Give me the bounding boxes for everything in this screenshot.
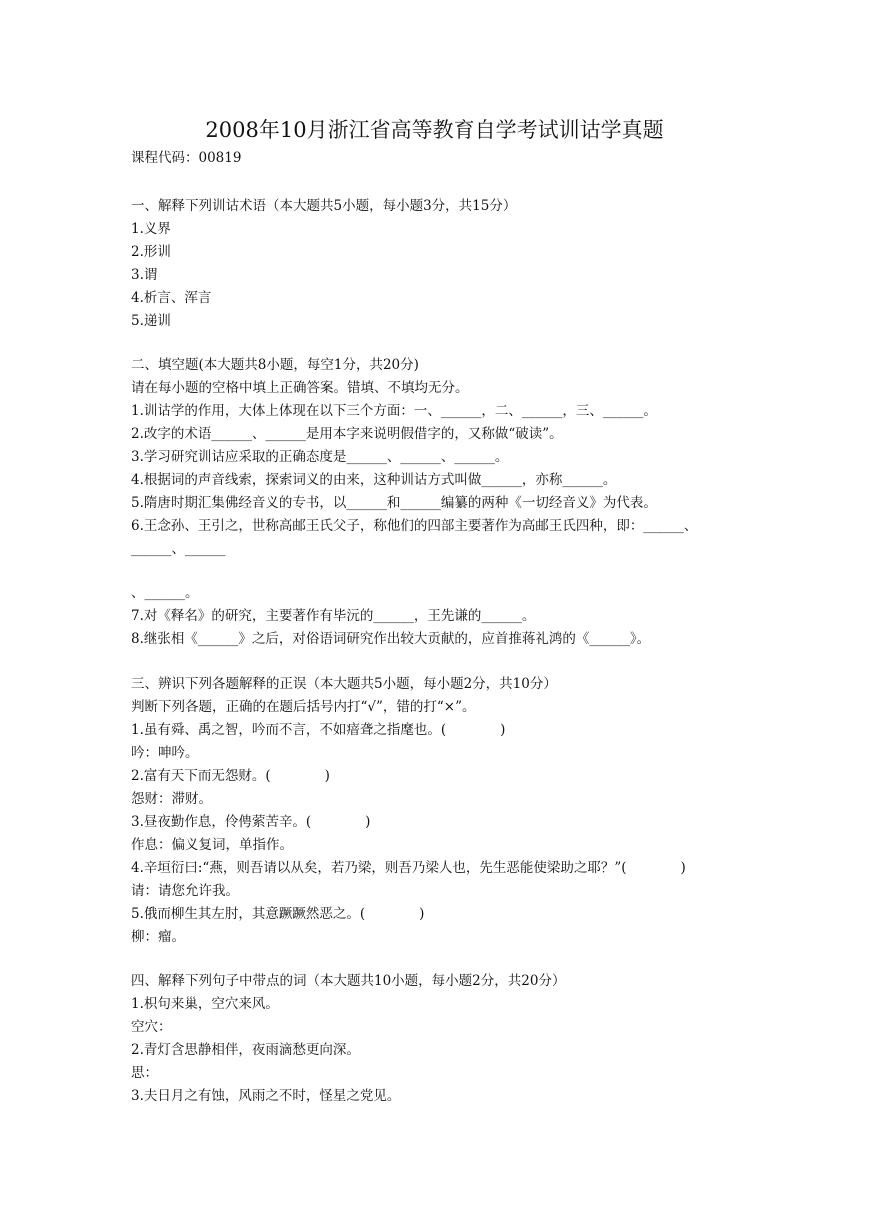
section-3-item-note: 怨财：滞财。 — [131, 791, 212, 807]
section-2-item: 7.对《释名》的研究，主要著作有毕沅的______，王先谦的______。 — [131, 608, 536, 624]
section-2-instruction: 请在每小题的空格中填上正确答案。错填、不填均无分。 — [131, 380, 469, 396]
section-2-item: 5.隋唐时期汇集佛经音义的专书，以______和______编纂的两种《一切经音义》为代表。 — [131, 495, 657, 511]
section-4-item: 1.枳句来巢，空穴来风。 — [131, 996, 279, 1012]
section-3-item-note: 吟：呻吟。 — [131, 745, 199, 761]
section-1-item: 3.谓 — [131, 267, 158, 283]
section-1-item: 5.递训 — [131, 313, 171, 329]
section-2-item: 4.根据词的声音线索，探索词义的由来，这种训诂方式叫做______，亦称______。 — [131, 472, 617, 488]
section-2-item: 1.训诂学的作用，大体上体现在以下三个方面：一、______，二、______，三、______。 — [131, 403, 657, 419]
section-4-item: 3.夫日月之有蚀，风雨之不时，怪星之党见。 — [131, 1088, 401, 1104]
section-3-item: 2.富有天下而无怨财。( ) — [131, 768, 330, 784]
section-2-heading: 二、填空题(本大题共8小题，每空1分，共20分) — [131, 357, 419, 373]
section-3-item-note: 柳：瘤。 — [131, 929, 185, 945]
section-2-item: 2.改字的术语______、______是用本字来说明假借字的，又称做“破读”。 — [131, 426, 563, 442]
section-4-item-note: 思： — [131, 1065, 158, 1081]
section-4-item-note: 空穴： — [131, 1019, 172, 1035]
section-3-instruction: 判断下列各题，正确的在题后括号内打“√”，错的打“×”。 — [131, 699, 476, 715]
document-title: 2008年10月浙江省高等教育自学考试训诂学真题 — [205, 118, 664, 142]
section-2-item-continuation: 、______。 — [131, 585, 199, 601]
section-1-heading: 一、解释下列训诂术语（本大题共5小题，每小题3分，共15分） — [131, 198, 517, 214]
section-4-item: 2.青灯含思静相伴，夜雨滴愁更向深。 — [131, 1042, 360, 1058]
section-3-item: 3.昼夜勤作息，伶俜萦苦辛。( ) — [131, 814, 371, 830]
section-2-item-continuation: ______、______ — [131, 541, 226, 557]
section-2-item: 3.学习研究训诂应采取的正确态度是______、______、______。 — [131, 449, 509, 465]
section-3-item: 1.虽有舜、禹之智，吟而不言，不如瘖聋之指麾也。( ) — [131, 722, 506, 738]
section-1-item: 1.义界 — [131, 221, 171, 237]
section-2-item: 8.继张相《______》之后，对俗语词研究作出较大贡献的，应首推蒋礼鸿的《______》。 — [131, 631, 651, 647]
section-2-item: 6.王念孙、王引之，世称高邮王氏父子，称他们的四部主要著作为高邮王氏四种，即：______、 — [131, 518, 698, 534]
section-3-item: 4.辛垣衍曰:“燕，则吾请以从矣，若乃梁，则吾乃梁人也，先生恶能使梁助之耶？”( ) — [131, 860, 686, 876]
section-3-item-note: 作息：偏义复词，单指作。 — [131, 837, 293, 853]
section-3-item-note: 请：请您允许我。 — [131, 883, 239, 899]
section-1-item: 4.析言、浑言 — [131, 290, 212, 306]
section-3-item: 5.俄而柳生其左肘，其意蹶蹶然恶之。( ) — [131, 906, 425, 922]
section-1-item: 2.形训 — [131, 244, 171, 260]
course-code: 课程代码：00819 — [131, 150, 242, 166]
section-3-heading: 三、辨识下列各题解释的正误（本大题共5小题，每小题2分，共10分） — [131, 676, 557, 692]
section-4-heading: 四、解释下列句子中带点的词（本大题共10小题，每小题2分，共20分） — [131, 973, 566, 989]
